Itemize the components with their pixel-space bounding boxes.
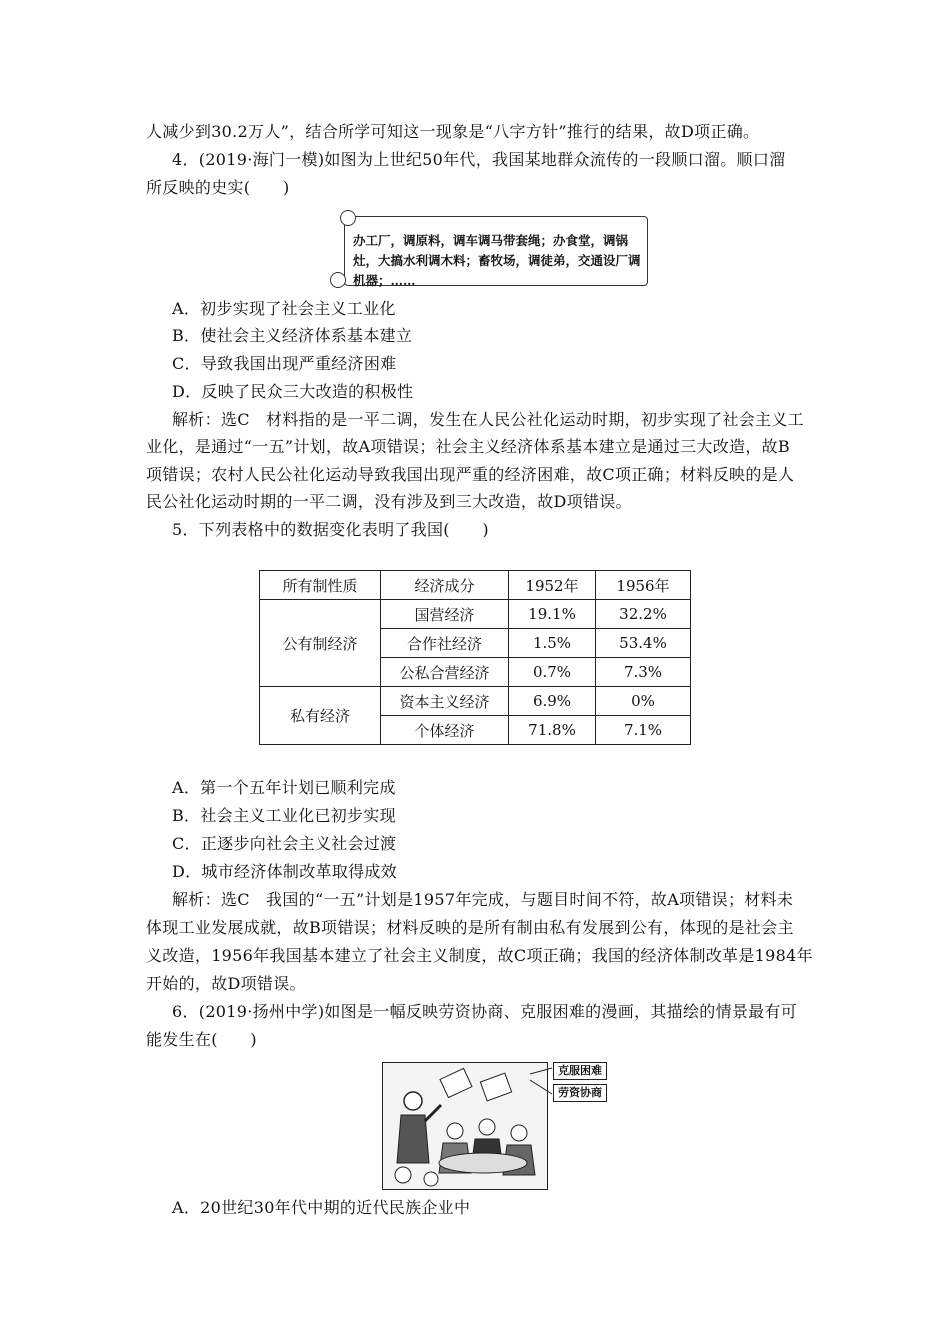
doggerel-scroll xyxy=(330,208,660,288)
option-b: B．社会主义工业化已初步实现 xyxy=(172,806,396,825)
explanation-line: 项错误；农村人民公社化运动导致我国出现严重的经济困难，故C项正确；材料反映的是人 xyxy=(146,465,795,484)
table-header: 1956年 xyxy=(596,571,691,600)
table-header: 经济成分 xyxy=(381,571,509,600)
scroll-curl-bottom xyxy=(330,272,346,288)
table-cell: 个体经济 xyxy=(381,716,509,745)
table-cell: 1.5% xyxy=(509,629,596,658)
table-header: 所有制性质 xyxy=(260,571,381,600)
option-a: A．20世纪30年代中期的近代民族企业中 xyxy=(172,1198,471,1217)
label-tag: 克服困难 xyxy=(553,1062,607,1080)
question-6-stem: 6．(2019·扬州中学)如图是一幅反映劳资协商、克服困难的漫画，其描绘的情景最有可 xyxy=(172,1002,798,1021)
explanation-line: 解析：选C 材料指的是一平二调，发生在人民公社化运动时期，初步实现了社会主义工 xyxy=(172,410,804,429)
explanation-line: 义改造，1956年我国基本建立了社会主义制度，故C项正确；我国的经济体制改革是1984年 xyxy=(146,946,813,965)
table-row xyxy=(260,687,691,716)
table-header: 1952年 xyxy=(509,571,596,600)
label-tag: 劳资协商 xyxy=(553,1084,607,1102)
explanation-line: 体现工业发展成就，故B项错误；材料反映的是所有制由私有发展到公有，体现的是社会主 xyxy=(146,918,794,937)
table-cell: 合作社经济 xyxy=(381,629,509,658)
ownership-table xyxy=(259,570,691,745)
question-4-stem: 4．(2019·海门一模)如图为上世纪50年代，我国某地群众流传的一段顺口溜。顺口溜 xyxy=(172,150,786,169)
option-c: C．导致我国出现严重经济困难 xyxy=(172,354,397,373)
option-d: D．反映了民众三大改造的积极性 xyxy=(172,382,414,401)
question-5-stem: 5．下列表格中的数据变化表明了我国( ) xyxy=(172,520,489,539)
table-cell: 7.1% xyxy=(596,716,691,745)
explanation-line: 解析：选C 我国的“一五”计划是1957年完成，与题目时间不符，故A项错误；材料未 xyxy=(172,890,794,909)
table-cell: 19.1% xyxy=(509,600,596,629)
table-header-row xyxy=(260,571,691,600)
option-d: D．城市经济体制改革取得成效 xyxy=(172,862,398,881)
table-cell: 6.9% xyxy=(509,687,596,716)
question-4-stem-cont: 所反映的史实( ) xyxy=(146,178,290,197)
explanation-line: 开始的，故D项错误。 xyxy=(146,974,306,993)
table-cell: 71.8% xyxy=(509,716,596,745)
table-cell: 7.3% xyxy=(596,658,691,687)
scroll-body xyxy=(344,216,648,286)
table-cell: 公私合营经济 xyxy=(381,658,509,687)
scroll-curl-top xyxy=(340,210,356,226)
table-cell: 资本主义经济 xyxy=(381,687,509,716)
option-a: A．第一个五年计划已顺利完成 xyxy=(172,778,396,797)
option-c: C．正逐步向社会主义社会过渡 xyxy=(172,834,397,853)
cartoon-drawing xyxy=(383,1063,547,1189)
text-line: 人减少到30.2万人”，结合所学可知这一现象是“八字方针”推行的结果，故D项正确。 xyxy=(146,122,760,141)
table-cell: 32.2% xyxy=(596,600,691,629)
table-row xyxy=(260,600,691,629)
table-cell: 53.4% xyxy=(596,629,691,658)
table-cell: 0.7% xyxy=(509,658,596,687)
explanation-line: 业化，是通过“一五”计划，故A项错误；社会主义经济体系基本建立是通过三大改造，故B xyxy=(146,437,790,456)
option-b: B．使社会主义经济体系基本建立 xyxy=(172,326,413,345)
group-cell: 公有制经济 xyxy=(260,600,381,687)
table-cell: 国营经济 xyxy=(381,600,509,629)
option-a: A．初步实现了社会主义工业化 xyxy=(172,299,396,318)
scroll-text: 办工厂，调原料，调车调马带套绳；办食堂，调锅灶，大搞水利调木料；畜牧场，调徒弟，交通设厂调机器；…… xyxy=(353,233,641,288)
cartoon-image xyxy=(382,1062,548,1190)
group-cell: 私有经济 xyxy=(260,687,381,745)
explanation-line: 民公社化运动时期的一平二调，没有涉及到三大改造，故D项错误。 xyxy=(146,492,632,511)
table-cell: 0% xyxy=(596,687,691,716)
question-6-stem-cont: 能发生在( ) xyxy=(146,1030,257,1049)
